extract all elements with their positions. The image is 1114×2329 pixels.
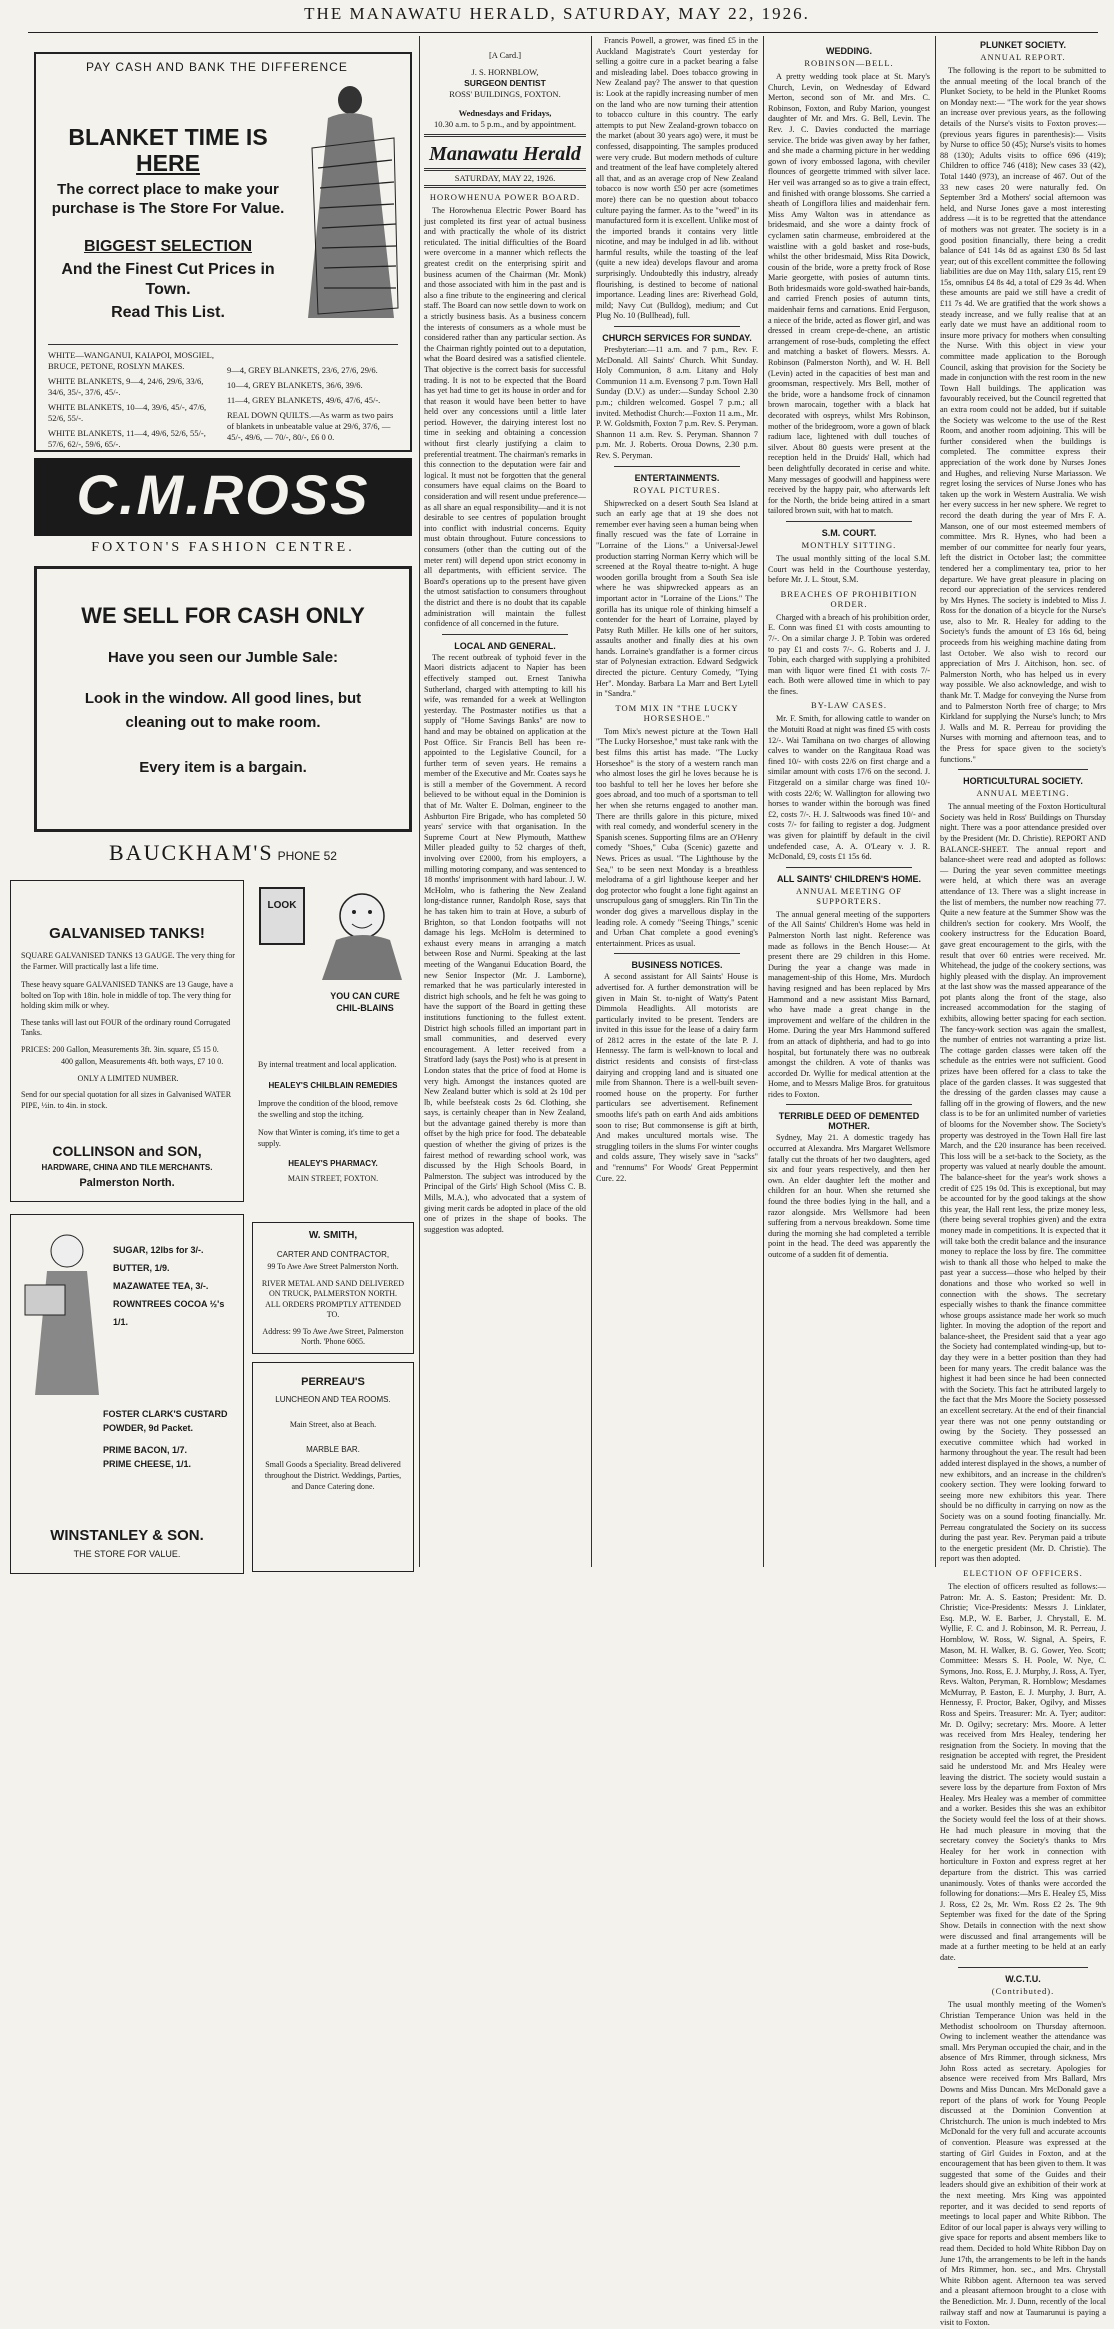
look-sign: LOOK [267, 900, 297, 911]
winstanley-name: WINSTANLEY & SON. [50, 1527, 204, 1544]
grocery-list-two: FOSTER CLARK'S CUSTARD POWDER, 9d Packet. PRIME BACON, 1/7. PRIME CHEESE, 1/1. [103, 1409, 228, 1469]
tanks-body: SQUARE GALVANISED TANKS 13 GAUGE. The very thing for the Farmer. Will practically last a life time. These heavy square GALVANISED TANKS are 13 Gauge, have a bolted on Top with 18in. hole in middle of top. The very thing for holding skim milk or whey. These tanks will last out FOUR of the ordinary round Corrugated Tanks. PRICES: 200 Gallon, Measurements 3ft. 3in. square, £5 15 0. 400 gallon, Measurements 4ft. both ways, £7 10 0. ONLY A LIMITED NUMBER. Send for our special quotation for all sizes in Galvanised WATER PIPE, ½in. to 4in. in stock. [21, 951, 235, 1110]
masthead: THE MANAWATU HERALD, SATURDAY, MAY 22, 1926. [304, 4, 810, 23]
article-head: TERRIBLE DEED OF DEMENTED MOTHER. [778, 1111, 920, 1132]
column-three [424, 36, 586, 1567]
article-head: PLUNKET SOCIETY. [979, 40, 1066, 50]
jumble-sale: Have you seen our Jumble Sale: [107, 649, 339, 666]
article-subhead: ANNUAL MEETING. [976, 788, 1070, 799]
article-text: Sydney, May 21. A domestic tragedy has occurred at Alexandra. Mrs Margaret Wellsmore fatally cut the throats of her two daughters, aged six and four years respectively, and then her own. An elder daughter left the mother and children for an hour. When she returned she found the three bodies lying in the hall, and a razor alongside. Mrs Wellsmore had been suffering from a nervous breakdown. Some time during the morning she had completed a terrible point in the head. The deed was apparently the outcome of a sudden fit of dementia. [768, 1133, 930, 1259]
divider [48, 344, 398, 345]
article-head: ALL SAINTS' CHILDREN'S HOME. [776, 873, 922, 884]
tanks-firm-town: Palmerston North. [79, 1177, 175, 1189]
column-divider [763, 36, 764, 1567]
every-item-bargain: Every item is a bargain. [139, 759, 307, 776]
blanket-headline: BLANKET TIME IS HERE [68, 124, 268, 176]
article-head: S.M. COURT. [821, 527, 877, 538]
banner-text: PAY CASH AND BANK THE DIFFERENCE [86, 60, 348, 74]
article-text: Shipwrecked on a desert South Sea Island at such an early age that at 19 she does not remember ever having seen a human being when finally rescued was the fate of Lorraine in "Lorraine of the Lions." a Universal-Jewel production starring Norman Kerry which will be screened at the Royal theatre to-night. A huge wooden gorilla brought from a South Sea isle where he was shipwrecked appears as an important actor in "Lorraine of the Lions." The gorilla has its unique role of thinking himself a contender for the heart of Lorraine, played by Patsy Ruth Miller. He kills one of her suitors, assaults another and finally dies at his own hands. Lorraine's grandfather is a former circus star of Polynesian extraction. Edward Sedgwick directed the picture. Century Comedy, "Tying Her". Monday. Barbara La Marr and Bert Lytell in "Sandra." [596, 498, 758, 699]
article-head: CHURCH SERVICES FOR SUNDAY. [602, 333, 752, 344]
article-subhead: ROBINSON—BELL. [804, 58, 894, 68]
article-subhead: BY-LAW CASES. [811, 700, 887, 711]
column-divider [591, 36, 592, 1567]
article-text: The recent outbreak of typhoid fever in the Maori districts adjacent to Napier has been effectively stamped out. Ernest Taniwha Sutherland, charged with attempting to kill his wife, was remanded for a week at Wellington yesterday. The Postmaster notifies us that a supply of "Home Savings Banks" are now to hand and may be obtained on application at the Post Office. Sir Francis Bell has been re-appointed to the Legislative Council, for a further term of seven years. He remains a member of the Executive and Mr. Coates says he is still a member of the Government. A record believed to be without equal in the Dominion is that of Mr. Walter E. Dolman, engineer to the Ashburton Fire Brigade, who has completed 50 years' service with that organisation. In the Supreme Court at New Plymouth, Matthew Miller pleaded guilty to 52 charges of theft, involving over £2000, from his employers, a milling motoring company, and was sentenced to 18 months' imprisonment with hard labour. J. W. McHolm, who is fathering the New Zealand long-distance runner, Randolph Rose, says that he has taken him to train at Hove, a suburb of Brighton, so that London footpaths will not damage his legs. McHolm is determined to exhaust every means in arranging a match between Rose and Nurmi. Speaking at the last meeting of the Wanganui Education Board, the new Senior Inspector (Mr. J. Lamborne), remarked that he was particularly interested in district high schools, and he felt he was going to have the support of the Board in getting these institutions functioning to the fullest extent. District high schools filled an important part in small communities, and deserved every encouragement. A letter received from a Stratford lady (says the Post) who is at present in London states that the price of food at Home is very high. Amongst the instances quoted are New Zealand butter which is sold at 2s 10d per lb, while beefsteak costs 2s 6d. Clothing, she says, is certainly cheaper than in New Zealand, but the advantage gained thereby is more than offset by the high price for food. The debateable question of whether the giving of prizes is the fairest method of rewarding school work, was discussed by the High Schools Board, in Palmerston. The subject was introduced by the Principal of the Girls' High School (Miss C. B. Mills, M.A.), who advocated that a system of giving merit cards be adopted in place of the old one of prizes in the shape of books. The suggestion was adopted. [424, 652, 586, 1234]
article-text: The annual general meeting of the supporters of the All Saints' Children's Home was held in Palmerston North last night. Reference was made as follows in the Bench House:— At present there are 29 children in this Home. During the year a change was made in management-ship of this Home, Mrs. Murdoch having resigned and has been replaced by Mrs Hammond and a new assistant Miss Barnard, who have made a great change in the improvement and welfare of the children in the Home. During the year Mrs Hammond suffered from an attack of diphtheria, and had to go into hospital, but fortunately there was no outbreak amongst the children. A vote of thanks was accorded Dr. Wyllie for medical attention at the Home, and to Messrs Malige Bros. for gratuitous rides to Foxton. [768, 909, 930, 1099]
column-six [940, 36, 1106, 2328]
blanket-body: The correct place to make your purchase is The Store For Value. [51, 181, 285, 217]
tanks-firm-trade: HARDWARE, CHINA AND TILE MERCHANTS. [41, 1163, 213, 1172]
biggest-selection: BIGGEST SELECTION [83, 238, 252, 255]
article-text: Presbyterian:—11 a.m. and 7 p.m., Rev. F. McDonald. All Saints' Church. Whit Sunday. Holy Communion, 8 a.m. Litany and Holy Communion 11 a.m. Evensong 7 p.m. Town Hall Sunday (D.V.) as under:—Sunday School 2.30 p.m.; children welcomed. Gospel 7 p.m.; all invited. Methodist Church:—Foxton 11 a.m., Mr. P. W. Goldsmith, Foxton 7 p.m. Rev. S. Peryman. Shannon 11 a.m. Rev. S. Peryman. Shannon 7 p.m. Mr. J. Roberts. Oroua Downs, 2.30 p.m. Rev. S. Peryman. [596, 345, 758, 460]
article-text: A pretty wedding took place at St. Mary's Church, Levin, on Wednesday of Edward Merton, second son of Mr. and Mrs. C. Robinson, Foxton, and Ruby Marion, youngest daughter of Mr. and Mrs. G. Bell, Levin. The Rev. J. C. Davies conducted the marriage service. The bride was given away by her father, and she made a charming picture in her wedding gown of ivory embossed lagona, with cheviler flounces of georgette trimmed with silver lace. Her veil was arranged so as to give a train effect, and finished with orange blossoms. She carried a sheath of Longiflora lilies and maidenhair fern. Miss Amy Walton was in attendance as bridesmaid, and she wore a dainty frock of cyclamen satin charmeuse, embroidered at the waistline with a gold basket and rose-buds, whilst the other bridesmaid, Miss Rita Dowick, cousin of the bride, wore a pretty frock of Rose Marie georgette, with posies of autumn tints. Both bridesmaids wore gold-swathed hair-bands, and carried French posies of autumn tints, maidenhair ferns and carnations. Enid Ferguson, a niece of the bride, acted as flower girl, and was dressed in cream crepe-de-chene, an artistic arrangement of rose-buds, completing the effect and matching a basket of flowers. Messrs. A. Robinson (Palmerston North), and W. H. Bell (Levin) acted in the capacities of best man and groomsman, respectively. Mrs Bell, mother of the bride, wore a handsome frock of cinnamon brown marocain, together with a black hat decorated with ospreys, whilst Mrs Robinson, mother of the bridegroom, wore a gown of black radium lace, lightened with dull touches of silver. About 80 guests were present at the reception held in the Druids' Hall, which had been delightfully decorated in cerise and white. Many messages of goodwill and happiness were received by the happy pair, who afterwards left for the North, the bride being attired in a smart tailored brown suit, with hat to match. [768, 72, 930, 516]
healey-text: By internal treatment and local application. HEALEY'S CHILBLAIN REMEDIES Improve the condition of the blood, remove the swelling and stop the itching. Now that Winter is coming, it's time to get a supply. HEALEY'S PHARMACY. MAIN STREET, FOXTON. [258, 1060, 400, 1183]
article-subhead: ANNUAL REPORT. [980, 52, 1066, 62]
store-name: BAUCKHAM'S [109, 840, 274, 865]
article-text: Tom Mix's newest picture at the Town Hall "The Lucky Horseshoe," must take rank with the best films this artist has made. "The Lucky Horseshoe" is the story of a western ranch man who almost loses the girl he loves because he is too bashful to tell her he loves her before she goes abroad, and too much of a sportsman to tell her when she returns engaged to another man. There are thrills galore in this picture, mixed with real comedy, and wonderful scenery in the Spanish scenes. Supporting films are an O'Henry comedy "Shoes," Cuba (Scenic) gazette and News. Prices as usual. "The Lighthouse by the Sea," to be seen next Monday is a breathless melodrama of a girl lighthouse keeper and her dog protector who fought a lone fight against an unscrupulous gang of smugglers. Rin Tin Tin the wonder dog gives a marvellous display in the leading role. A comedy "Seeing Things," scenic and Urban Chat complete a good evening's entertainment. Prices as usual. [596, 726, 758, 948]
article-subhead: TOM MIX IN "THE LUCKY HORSESHOE." [615, 702, 739, 723]
grocery-list: SUGAR, 12lbs for 3/-. BUTTER, 1/9. MAZAWATEE TEA, 3/-. ROWNTREES COCOA ½'s 1/1. [113, 1245, 225, 1327]
perreau-advert: PERREAU'S LUNCHEON AND TEA ROOMS. Main Street, also at Beach. MARBLE BAR. Small Goods a Speciality. Bread delivered throughout the District. Weddings, Parties, and Dance Catering done. [252, 1362, 414, 1572]
look-in-window: Look in the window. All good lines, but cleaning out to make room. [84, 690, 362, 731]
woman-with-blanket-illustration [298, 78, 402, 328]
paper-title: Manawatu Herald [429, 143, 581, 165]
article-subhead: MONTHLY SITTING. [801, 539, 897, 550]
article-text: Francis Powell, a grower, was fined £5 in the Auckland Magistrate's Court yesterday for selling a goitre cure in a packet bearing a false and misleading label. Does tobacco growing in New Zealand pay? The answer to that question is: Look at the rapidly increasing number of men on the land who are now turning their attention to tobacco culture in this country. The early attempts to put New Zealand-grown tobacco on the market (about 30 years ago) were, it must be confessed, disappointing. The samples produced were very crude. But modern methods of culture and treatment of the leaf have completely altered all that, and as an average crop of New Zealand tobacco is now worth £50 per acre (sometimes more) there can be no question about tobacco culture paying the farmer. As to the "weed" in its manufactured form it is excellent. Unlike most of the imported brands it contains very little nicotine, and may be indulged in ad lib. without harmful results, while the toasting of the leaf (quite a new idea) develops flavour and aroma surprisingly. Undoubtedly this industry, already flourishing, is destined to become of national importance. Leading lines are: Riverhead Gold, mild; Navy Cut (Bulldog), medium; and Cut Plug No. 10 (Bullhead), full. [596, 36, 758, 321]
blanket-advert [34, 52, 412, 452]
bauckham-line [34, 840, 412, 866]
article-subhead: ROYAL PICTURES. [633, 484, 721, 495]
store-phone: PHONE 52 [277, 849, 337, 863]
article-subhead: ELECTION OF OFFICERS. [963, 1567, 1083, 1578]
cash-only-advert [34, 566, 412, 832]
read-list: Read This List. [111, 304, 225, 321]
ross-logo: C.M.ROSS Co [34, 458, 412, 536]
healey-chilblain-advert [250, 880, 414, 1220]
article-head: HORTICULTURAL SOCIETY. [963, 776, 1083, 787]
article-head: ENTERTAINMENTS. [634, 472, 720, 483]
article-subhead: (Contributed). [991, 1986, 1055, 1997]
article-text: The election of officers resulted as follows:—Patron: Mr. A. S. Easton; President: Mr. D. Christie; Vice-Presidents: Messrs J. Linklater, Esq. M.P., W. E. Barber, J. Chrystall, E. M. Wyllie, F. C. and J. Robinson, M. R. Perreau, J. Hornblow, W. Ross, W. Signal, A. Speirs, F. Mason, M. H. Walker, B. G. Gower, Yeo. Scott; Committee: Messrs S. H. Poole, W. Nye, C. Symons, Jno. Ross, E. J. Murphy, J. Ross, A. Tyer, Revs. Walton, Peryman, R. Hornblow; Mesdames McMurray, P. Easton, E. J. Murphy, J. Burr, A. Hennessy, F. Proctor, Baker, Ogilvy, and Misses Ross and Speirs. Treasurer: Mr. A. Tyer; auditor: Mr. D. Ogilvy; secretary: Mrs. Moore. A letter was received from Mrs Healey, tendering her resignation from the Society. In moving that the resignation be accepted with regret, the President said he understood Mr. and Mrs Healey were leaving the district. The society would sustain a severe loss by the departure from Foxton of Mrs Healey. Mrs Healey was a member of committee and a worker. Besides this she was an exhibitor the Society would feel the loss of at their shows. He had much pleasure in moving that the secretary convey the Society's thanks to Mrs Healey for her work in connection with horticulture in Foxton and express regret at her departure from the district. This was carried unanimously. Votes of thanks were accorded the following for donations:—Mrs E. Healey £5, Miss J. Ross, £2 2s, Mr. Wm. Ross £2 2s. The 9th September was fixed for the date of the Spring Show. Details in connection with the next show were discussed and final arrangements will be made at a further meeting to be held at an early date. [940, 1581, 1106, 1962]
galvanised-tanks-advert [10, 880, 244, 1202]
cash-only-headline: WE SELL FOR CASH ONLY [81, 603, 365, 628]
article-text: The annual meeting of the Foxton Horticultural Society was held in Ross' Buildings on Thursday night. There was a poor attendance presided over by the President (Mr. D. Christie). REPORT AND BALANCE-SHEET. The annual report and balance-sheet were read and adopted as follows:— During the year seven committee meetings were held, at which there was an average attendance of 13. There was a slight increase in the list of members, the number now reaching 77. Quite a new feature at the Summer Show was the children's section for cookery. Mrs Woolf, the cookery instructress for the Education Board, gave great encouragement to the girls, with the result that over 60 entries were received. Mr. Whitehead, the judge of the cookery sections, was highly pleased with the display. An improvement at the last show was the massed appearance of the pot plants along the front of the stage, also increased accommodation for the staging of exhibits, allowing better spacing for each section. The fancy-work section was again the smallest, the number of entries not warranting a prize list. The cottage garden classes were taken off the schedule as the entries were not sufficient. Good prizes have been offered for a class to take the place of the garden classes. It was suggested that the dressing of the garden classes may cause a falling off in the growing of flowers, and the new class is to be for an unlimited number of varieties of blooms for the November show. The Society's property was destroyed in the Town Hall fire last March, and the £20 insurance has been received. This loss will be a set-back to the Society, as the property was valued at nearly double the amount. The balance-sheet for the year's work shows a credit of £25 19s 0d. This is exceptional, but may be accounted for by the good takings at the show this year, the Hall rent less, the prize money less, (there being several trophies given) and the extra money made in competitions. It is expected that it will take both the credit balance and the insurance money to replace the loss by fire. The committee wish to thank all those who helped to make the past year a success—those who helped by their donations and those who worked so well in connection with the shows. The secretary especially wishes to thank the finance committee whose groups assistance made her work so much lighter. In moving the adoption of the report and balance-sheet, the President said that a year ago the Society had contemplated winding-up, but to-day they were in a better position than they had been for many years. The credit balance was the highest it had been since he had been connected with the Society. This fact he attributed largely to the fact that the Mrs Moore the Society possessed an excellent secretary. At the end of their financial year there was not one penny outstanding or owing by the Society. They possessed an executive committee which had worked in harmony throughout the year. The result had been added interest displayed in the shows, a number of new exhibitors, and an increase in the children's cookery section. They were looking forward to seeing more new exhibitors this year. There should be no difficulty in carrying on now as the Society was on a sound footing financially. Mr. Perreau congratulated the Society on its success during the past year. Rev. Peryman paid a tribute to the energetic president (Mr. D. Christie). The report was then adopted. [940, 802, 1106, 1564]
tanks-firm: COLLINSON and SON, [52, 1143, 202, 1159]
article-head: W.C.T.U. [1005, 1974, 1041, 1985]
masthead-rule [28, 32, 1098, 33]
column-divider [419, 36, 420, 1567]
winstanley-tag: THE STORE FOR VALUE. [73, 1549, 181, 1559]
article-head: WEDDING. [826, 46, 872, 56]
column-five [768, 36, 930, 1567]
smith-advert: W. SMITH, CARTER AND CONTRACTOR, 99 To Awe Awe Street Palmerston North. RIVER METAL AND SAND DELIVERED ON TRUCK, PALMERSTON NORTH. ALL ORDERS PROMPTLY ATTENDED TO. Address: 99 To Awe Awe Street, Palmerston North. 'Phone 6065. [252, 1222, 414, 1354]
article-text: The usual monthly sitting of the local S.M. Court was held in the Courthouse yesterday, before Mr. J. L. Stout, S.M. [768, 553, 930, 585]
blanket-price-list: WHITE—WANGANUI, KAIAPOI, MOSGIEL, BRUCE, PETONE, ROSLYN MAKES. WHITE BLANKETS, 9—4, 24/6, 29/6, 33/6, 34/6, 35/-, 37/6, 45/-. WHITE BLANKETS, 10—4, 39/6, 45/-, 47/6, 52/6, 55/-. WHITE BLANKETS, 11—4, 49/6, 52/6, 55/-, 57/6, 62/-, 59/6, 65/-. 9—4, GREY BLANKETS, 23/6, 27/6, 29/6. 10—4, GREY BLANKETS, 36/6, 39/6. 11—4, GREY BLANKETS, 49/6, 47/6, 45/-. REAL DOWN QUILTS.—As warm as two pairs of blankets in unbeatable value at 29/6, 37/6, — 45/-, 49/6, — 70/-, 80/-, £6 0 0. [48, 350, 394, 449]
ross-tagline: FOXTON'S FASHION CENTRE. [91, 540, 355, 555]
finest-prices: And the Finest Cut Prices in Town. [61, 261, 275, 298]
column-divider [935, 36, 936, 1567]
article-text: The Horowhenua Electric Power Board has just completed its first year of actual business and with practically the whole of its district reticulated. The initial difficulties of the Board were overcome in a manner which reflects the greatest credit on the enterprising spirit and business acumen of the Chairman (Mr. Monk) and those associated with him in the past and is also a fine tribute to the engineering and clerical staff. The Board can now settle down to work on a strictly business basis. As a business concern the interests of consumers as a whole must be considered rather than any particular section. As the Chairman rightly pointed out to a deputation, what the Board desired was a satisfied clientele. That objective is the correct basis for successful trading. It is not to be expected that the Board has yet had time to get its house in order and for that reason it would have been better to have held over any concessions until a little later period. However, the dairying interest lost no time in seeking and obtaining a concession without first clearly justifying a claim to preferential treatment. The chairman's remarks in this connection to the deputation were fair and logical. It must not be forgotten that the general consumers have equal claims on the Board to consideration and will resent undue preference—as all share an equal responsibility—and it is not desirable to see centres of population brought into conflict with industrial concerns. Equity must obtain throughout. Future concessions to consumers (other than the cutting out of the meter rent) will depend upon strict economy in all departments, with efficient service. The Board's operations up to the present have given the utmost satisfaction to consumers throughout the district and there is no doubt that its capable administration will maintain the fullest confidence of all concerned in the future. [424, 206, 586, 629]
article-text: A second assistant for All Saints' House is advertised for. A further demonstration will be given in Main St. to-night of Watty's Patent Dimmola Headlights. All motorists are particularly invited to be present. Tenders are invited in this issue for the lease of a dairy farm of 2812 acres in the estate of the late P. J. Hennessy. The farm is well-known to local and district residents and consists of first-class dairying and cropping land and is situated one mile from Shannon. There is a well-built seven-roomed house on the property. For further particulars see advertisement. Refinement smooths life's path on earth And aids ambitions soon to rise; But commonsense is gift at birth, And makes uncultured mortals wise. The struggling toilers in the slums For winter coughs and colds assure, They wisely save in "sacks" and "rennums" For Woods' Great Peppermint Cure. 22. [596, 972, 758, 1183]
dentist-card: [A Card.] J. S. HORNBLOW, SURGEON DENTIST ROSS' BUILDINGS, FOXTON. Wednesdays and Fridays, 10.30 a.m. to 5 p.m., and by appointment. [433, 50, 577, 129]
article-text: The following is the report to be submitted to the annual meeting of the local branch of the Plunket Society, to be held in the Plunket Rooms on Monday next:— "The work for the year shows an increase over previous years, as the following details of the Nurse's visits to Foxton proves:—(previous years figures in parenthesis):— Visits by Nurse to office 50 (45); Nurse's visits to homes 88 (130); Adults visits to office 696 (419); Children to office 746 (418); New cases 33 (42), Total 1440 (973), an increase of 467. Out of the 33 new cases 20 were naturally fed. On September 3rd a Mothers' social afternoon was held, and Nurse Jones gave a most interesting address —it is to be regretted that the attendance of mothers was not greater. The society is in a good position financially, there being a credit balance of £41 14s 8d as against £30 8s 5d last year; out of this excellent committee the following liabilities are due on May 11th, salary £15, rent £9 15s, omnibus £4 8s 4d, a total of £29 3s 4d. When these amounts are paid we still have a credit of £11 7s 4d. We are gratified that the work shows a steady increase, and we fully realise that at an early date we must have an additional room to insure more privacy for mothers when consulting the Nurse. With this object in view your committee made application to the Borough Council, asking that provision for the Society be made in conjunction with the rest room in the new Town Hall buildings. The application was favourably received, but the Council regretted that an extra room could not be added, but if suitable the Society was welcome to the use of the Rest Room, and another room adjoining. This will be further considered when the buildings is completed. The committee express their appreciation of the work done by Nurses Jones and Hughes, and relieving Nurse Mariasson. We regret losing the services of Nurse Jones who has taken up the work in Western Australia. We wish her every success in her new sphere. We regret to record the death during the year of Mrs F. A. Manson, one of our most esteemed members of committee. Mrs R. Hynes, who had been a member of our committee for nearly four years, left the district in October last; the committee tendered her a complimentary tea, prior to her departure. We have great pleasure in placing on record our appreciation of the services rendered by Mrs Hynes. The society is indebted to Miss J. Ross for the donation of a bicycle for the Nurse's use, also to Mr. R. Healey for adding to the Society's funds the amount of £3 16s 6d, being proceeds from his weighing machine dating from last October. We also wish to record our appreciation of Mrs J. Aitchison, hon. sec. of Palmerston North, who has helped us in every way possible. We also acknowledge, and wish to thank Mr. T. Madge for conveying the Nurse from and to Palmerston North free of charge; to Mrs Kirkland for supplying the Nurse's lunch; to Mrs J. Walls and M. R. Perreau for providing the Nurses with morning and afternoon teas, and to the Press for space given to the society's functions." [940, 66, 1106, 764]
paper-date: SATURDAY, MAY 22, 1926. [454, 173, 556, 183]
winstanley-advert [10, 1214, 244, 1574]
cure-chilblains: YOU CAN CURE CHIL-BLAINS [330, 991, 400, 1013]
article-head: BUSINESS NOTICES. [631, 960, 723, 971]
tanks-title: GALVANISED TANKS! [49, 925, 205, 942]
article-text: Charged with a breach of his prohibition order, E. Conn was fined £1 with costs amounting to 7/-. On a similar charge J. P. Tobin was ordered to pay £1 and costs 7/-. G. Roberts and J. J. Tobin, each charged with supplying a prohibited man with liquor were fined £1 with costs 7/- each. Both were allowed time in which to pay the fines. [768, 612, 930, 696]
article-subhead: ANNUAL MEETING OF SUPPORTERS. [796, 885, 902, 906]
article-head: HOROWHENUA POWER BOARD. [429, 192, 581, 202]
article-head: LOCAL AND GENERAL. [454, 640, 556, 651]
man-with-sign-illustration [250, 880, 414, 980]
girl-with-tray-illustration [17, 1225, 107, 1405]
article-text: The usual monthly meeting of the Women's Christian Temperance Union was held in the Methodist schoolroom on Thursday afternoon. Owing to inclement weather the attendance was small. Mrs Peryman occupied the chair, and in the absence of Mrs Rimmer, through sickness, Mrs John Ross acted as secretary. Apologies for absence were received from Mrs Ballard, Mrs Downs and Miss Duncan. Mrs McDonald gave a report of the plans of work for Young People discussed at the Dominion Convention at Christchurch. The union is much indebted to Mrs McDonald for the very full and accurate accounts of convention. Pleasure was expressed at the starting of Girl Guides in Foxton, and at the encouragement that has been given to them. It was suggested that some of the Guides and their leaders should give an exhibition of their work at the next meeting. Mrs King was appointed reporter, and it was decided to send reports of meetings to local paper and White Ribbon. The Editor of our local paper is always very willing to give space for reports and absent members like to read them. Decided to hold White Ribbon Day on June 17th, the arrangements to be left in the hands of Mrs Rimmer, hon. sec., and Mrs. Chrystall White Ribbon agent. Afternoon tea was served and a pleasant afternoon brought to a close with the Benediction. Mr. J. Dunn, recently of the local railway staff and now at Taumarunui is paying a visit to Foxton. [940, 2000, 1106, 2328]
article-subhead: BREACHES OF PROHIBITION ORDER. [780, 588, 918, 609]
article-text: Mr. F. Smith, for allowing cattle to wander on the Motuiti Road at night was fined £5 with costs 12/-. Wai Tamihana on two charges of allowing calves to wander on the Rangitaua Road was fined 10/- with costs 22/6 on first charge and a similar amount with costs 17/6 on the second. J. Fitzgerald on a similar charge was fined 10/- with costs 22/6; W. Wallington for allowing two horses to wander within the borough was fined £2, costs 7/-. H. J. Saltwoods was fined 10/- and costs 7/- for failing to register a dog. Judgment was given for plaintiff by default in the civil undefended case, A. A. O'Leary v. J. R. McDonald, £9, costs £1 15s 6d. [768, 714, 930, 862]
column-four [596, 36, 758, 1567]
